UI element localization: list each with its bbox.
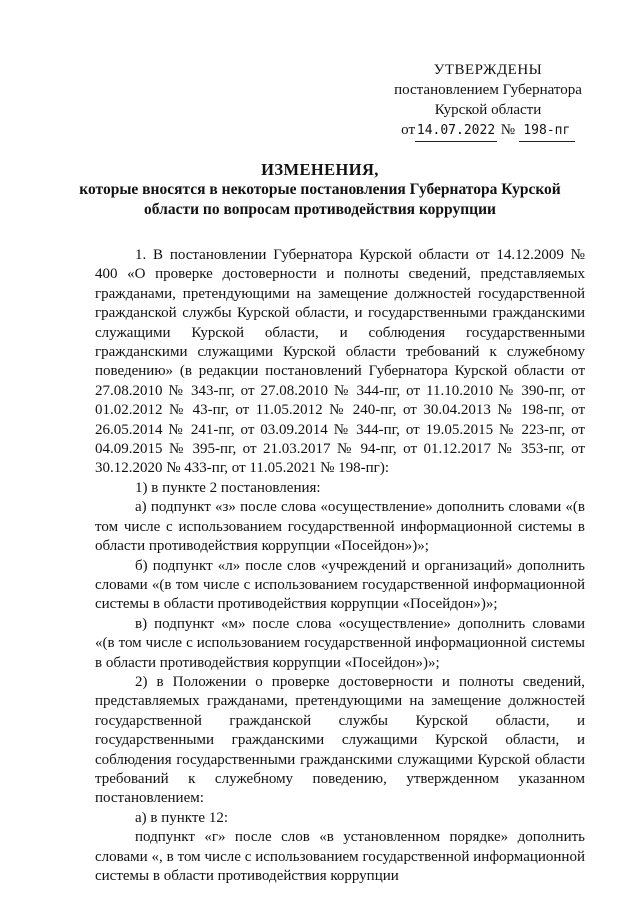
paragraph-1-1-c: в) подпункт «м» после слова «осуществление» дополнить словами «(в том числе с использованием государственной информационной системы в области противодействия коррупции «Посейдон»)»; bbox=[95, 615, 585, 671]
paragraph-1-2-a-g: подпункт «г» после слов «в установленном порядке» дополнить словами «, в том числе с использованием государственной информационной системы в области противодействия коррупции bbox=[95, 829, 585, 884]
approval-heading: УТВЕРЖДЕНЫ bbox=[433, 62, 543, 78]
paragraph-1-2-a: а) в пункте 12: bbox=[135, 809, 229, 826]
number-prefix: № bbox=[500, 122, 516, 138]
paragraph-1: 1. В постановлении Губернатора Курской области от 14.12.2009 № 400 «О проверке достоверности и полноты сведений, представляемых гражданами, претендующими на замещение должностей государственной гражданской службы Курской области, и государственными гражданскими служащими Курской области, и соблюдения государственными гражданскими служащими Курской области требований к служебному поведению» (в редакции постановлений Губернатора Курской области от 27.08.2010 № 343-пг, от 27.08.2010 № 344-пг, от 11.10.2010 № 390-пг, от 01.02.2012 № 43-пг, от 11.05.2012 № 240-пг, от 30.04.2013 № 198-пг, от 26.05.2014 № 241-пг, от 03.09.2014 № 344-пг, от 19.05.2015 № 223-пг, от 04.09.2015 № 395-пг, от 21.03.2017 № 94-пг, от 01.12.2017 № 353-пг, от 30.12.2020 № 433-пг, от 11.05.2021 № 198-пг): bbox=[95, 247, 585, 477]
date-prefix: от bbox=[401, 122, 416, 138]
title-subtitle: которые вносятся в некоторые постановления Губернатора Курской области по вопросам противодействия коррупции bbox=[79, 181, 561, 218]
title-main: ИЗМЕНЕНИЯ, bbox=[261, 160, 379, 179]
approval-authority: постановлением Губернатора bbox=[394, 82, 582, 98]
paragraph-1-1: 1) в пункте 2 постановления: bbox=[135, 479, 321, 496]
paragraph-1-1-b: б) подпункт «л» после слов «учреждений и организаций» дополнить словами «(в том числе с использованием государственной информационной системы в области противодействия коррупции «Посейдон»)»; bbox=[95, 557, 585, 613]
approval-region: Курской области bbox=[434, 102, 542, 118]
approval-number: 198-пг bbox=[519, 121, 575, 142]
paragraph-1-1-a: а) подпункт «з» после слова «осуществление» дополнить словами «(в том числе с использованием государственной информационной системы в области противодействия коррупции «Посейдон»)»; bbox=[95, 499, 585, 555]
approval-date: 14.07.2022 bbox=[415, 121, 497, 142]
paragraph-1-2: 2) в Положении о проверке достоверности и полноты сведений, представляемых гражданами, претендующими на замещение должностей государственной гражданской службы Курской области, и государственными гражданскими служащими Курской области, и соблюдения государственными гражданскими служащими Курской области требований к служебному поведению, утвержденном указанном постановлением: bbox=[95, 673, 585, 807]
approval-date-line bbox=[388, 120, 588, 142]
document-body bbox=[95, 246, 585, 886]
approval-block bbox=[388, 60, 588, 142]
document-title bbox=[60, 160, 580, 220]
